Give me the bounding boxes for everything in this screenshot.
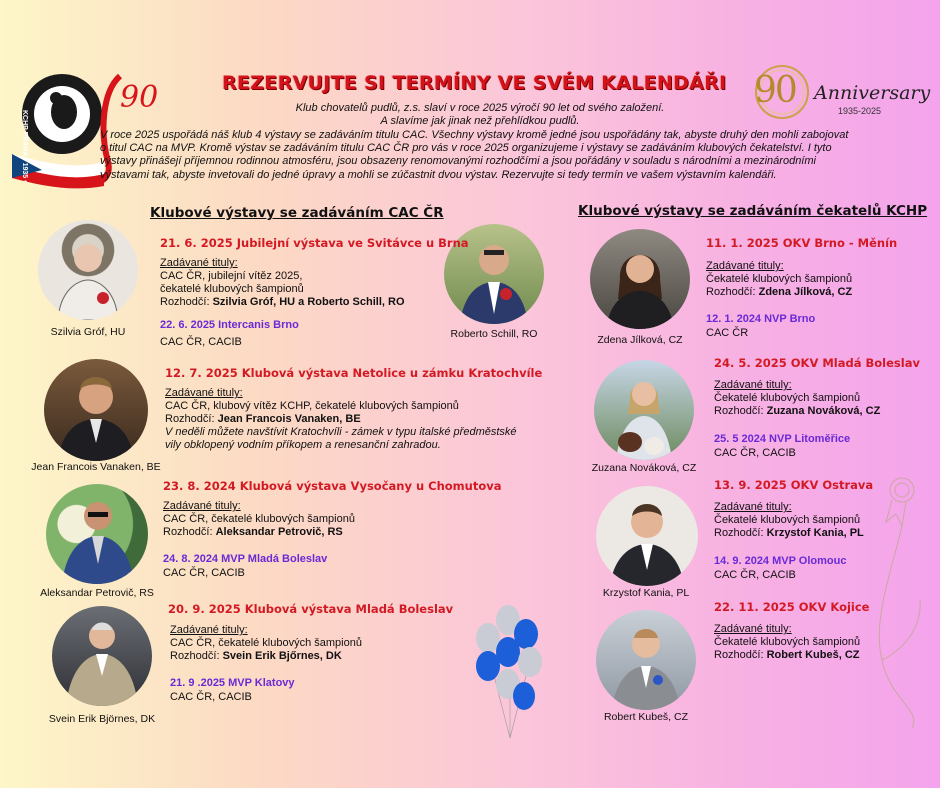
intro-paragraph: [100, 129, 900, 182]
event-title: 11. 1. 2025 OKV Brno - Měnín: [706, 236, 898, 250]
judge-caption: Krzystof Kania, PL: [602, 587, 690, 599]
event-note: V neděli můžete navštívit Kratochvíli - zámek v typu italské předměstské: [165, 426, 517, 438]
titles-label: Zadávané tituly:: [714, 501, 792, 513]
anniversary-logo: [748, 64, 938, 124]
judge-caption: Robert Kubeš, CZ: [603, 711, 689, 723]
event-title: 24. 5. 2025 OKV Mladá Boleslav: [714, 356, 920, 370]
judge-caption: Roberto Schill, RO: [450, 328, 538, 340]
judge-name: Svein Erik Bjőrnes, DK: [222, 650, 342, 662]
titles-line: CAC ČR, čekatelé klubových šampionů: [163, 513, 355, 525]
titles-line: Čekatelé klubových šampionů: [714, 514, 861, 526]
event-details: [706, 260, 852, 299]
judge-line: Rozhodčí: Krzystof Kania, PL: [714, 527, 864, 539]
intro-para-line: o titul CAC na MVP. Kromě výstav se zadáváním titulu CAC ČR pro vás v roce 2025 organizujeme i výstavy se zadáváním klubových čekatelství. I tyto: [100, 142, 832, 155]
judge-caption: Aleksandar Petrovič, RS: [40, 587, 154, 599]
logo-text: KCHP PRAHA • 1935 •: [21, 110, 28, 183]
titles-line: Čekatelé klubových šampionů: [706, 273, 853, 285]
intro-para-line: V roce 2025 uspořádá náš klub 4 výstavy se zadáváním titulu CAC. Všechny výstavy kromě jedné jsou uspořádány tak, abyste druhý den mohli zabojovat: [100, 129, 849, 141]
secondary-show-title: 22. 6. 2025 Intercanis Brno: [160, 319, 299, 331]
secondary-show-title: 25. 5 2024 NVP Litoměřice: [714, 433, 851, 445]
judge-line: Rozhodčí: Jean Francois Vanaken, BE: [165, 413, 361, 425]
judge-caption: Svein Erik Björnes, DK: [48, 713, 156, 725]
judge-photo-jean-francois: [44, 359, 148, 461]
judge-caption: Zuzana Nováková, CZ: [591, 462, 697, 474]
titles-label: Zadávané tituly:: [163, 500, 241, 512]
titles-label: Zadávané tituly:: [714, 623, 792, 635]
titles-line: CAC ČR, čekatelé klubových šampionů: [170, 637, 362, 649]
event-title: 13. 9. 2025 OKV Ostrava: [714, 478, 874, 492]
intro-line-2: A slavíme jak jinak než přehlídkou pudlů.: [380, 115, 580, 127]
secondary-show-titles: CAC ČR, CACIB: [714, 569, 796, 581]
titles-label: Zadávané tituly:: [714, 379, 792, 391]
judge-photo-szilvia: [38, 220, 138, 320]
titles-label: Zadávané tituly:: [706, 260, 784, 272]
secondary-show-title: 12. 1. 2024 NVP Brno: [706, 313, 816, 325]
judge-line: Rozhodčí: Szilvia Gróf, HU a Roberto Schill, RO: [160, 296, 405, 308]
judge-caption: Jean Francois Vanaken, BE: [31, 461, 161, 473]
secondary-show-titles: CAC ČR, CACIB: [163, 567, 245, 579]
judge-name: Jean Francois Vanaken, BE: [217, 413, 361, 425]
event-title: 12. 7. 2025 Klubová výstava Netolice u zámku Kratochvíle: [165, 366, 543, 380]
judge-photo-robert: [596, 610, 696, 710]
judge-name: Aleksandar Petrovič, RS: [215, 526, 343, 538]
event-details: [170, 624, 362, 663]
anniversary-years: 1935-2025: [838, 106, 882, 116]
event-title: 21. 6. 2025 Jubilejní výstava ve Svitávce u Brna: [160, 236, 469, 250]
judge-photo-svein-erik: [52, 606, 152, 706]
event-title: 22. 11. 2025 OKV Kojice: [714, 600, 870, 614]
titles-line: Čekatelé klubových šampionů: [714, 392, 861, 404]
rosette-decoration: [862, 460, 932, 730]
judge-line: Rozhodčí: Zuzana Nováková, CZ: [714, 405, 881, 417]
judge-photo-zuzana: [594, 360, 694, 460]
balloons-image: [470, 600, 550, 740]
judge-line: Rozhodčí: Aleksandar Petrovič, RS: [163, 526, 343, 538]
event-note: vily obklopený vodním příkopem a renesanční zahradou.: [165, 439, 441, 451]
event-details: [163, 500, 355, 539]
titles-line: čekatelé klubových šampionů: [160, 283, 304, 295]
page-title: REZERVUJTE SI TERMÍNY VE SVÉM KALENDÁŘI: [222, 72, 727, 94]
judge-caption: Szilvia Gróf, HU: [50, 326, 126, 338]
titles-line: CAC ČR, klubový vítěz KCHP, čekatelé klubových šampionů: [165, 400, 459, 412]
event-details: [165, 387, 517, 452]
judge-line: Rozhodčí: Zdena Jílková, CZ: [706, 286, 853, 298]
judge-name: Robert Kubeš, CZ: [766, 649, 860, 661]
right-section-heading: Klubové výstavy se zadáváním čekatelů KCHP: [578, 203, 928, 219]
intro-headline: [260, 102, 700, 128]
event-details: [714, 379, 880, 418]
judge-line: Rozhodčí: Robert Kubeš, CZ: [714, 649, 860, 661]
secondary-show-titles: CAC ČR: [706, 327, 749, 339]
titles-label: Zadávané tituly:: [160, 257, 238, 269]
secondary-show-title: 14. 9. 2024 MVP Olomouc: [714, 555, 847, 567]
judge-line: Rozhodčí: Svein Erik Bjőrnes, DK: [170, 650, 342, 662]
event-details: [714, 623, 860, 662]
judge-name: Krzystof Kania, PL: [766, 527, 864, 539]
intro-line-1: Klub chovatelů pudlů, z.s. slaví v roce 2025 výročí 90 let od svého založení.: [295, 102, 665, 114]
anniversary-word: Anniversary: [814, 82, 931, 104]
secondary-show-title: 24. 8. 2024 MVP Mladá Boleslav: [163, 553, 328, 565]
intro-para-line: výstavy přinášejí příjemnou rodinnou atmosféru, jsou obsazeny renomovanými rozhodčími a jsou pořádány v souladu s národními a mezinárodními: [100, 155, 816, 168]
judge-caption: Zdena Jílková, CZ: [597, 334, 683, 346]
secondary-show-title: 21. 9 .2025 MVP Klatovy: [170, 677, 295, 689]
judge-name: Szilvia Gróf, HU a Roberto Schill, RO: [212, 296, 405, 308]
judge-name: Zdena Jílková, CZ: [758, 286, 853, 298]
event-details: [714, 501, 864, 540]
event-title: 23. 8. 2024 Klubová výstava Vysočany u Chomutova: [163, 479, 502, 493]
intro-para-line: výstavami tak, abyste invetovali do jedné úpravy a mohli se zúčastnit dvou výstav. Rezervujte si tedy termín ve vašem výstavním kalendáři.: [100, 168, 777, 181]
secondary-show-titles: CAC ČR, CACIB: [170, 691, 252, 703]
event-title: 20. 9. 2025 Klubová výstava Mladá Boleslav: [168, 602, 454, 616]
judge-photo-zdena: [590, 229, 690, 329]
titles-label: Zadávané tituly:: [170, 624, 248, 636]
judge-name: Zuzana Nováková, CZ: [766, 405, 881, 417]
judge-photo-krzystof: [596, 486, 698, 586]
anniversary-number: 90: [754, 70, 796, 111]
left-section-heading: Klubové výstavy se zadáváním CAC ČR: [150, 205, 444, 221]
event-details: [160, 257, 405, 309]
titles-line: Čekatelé klubových šampionů: [714, 636, 861, 648]
secondary-show-titles: CAC ČR, CACIB: [160, 336, 242, 348]
judge-photo-aleksandar: [46, 484, 148, 584]
titles-label: Zadávané tituly:: [165, 387, 243, 399]
titles-line: CAC ČR, jubilejní vítěz 2025,: [160, 270, 303, 282]
logo-number-90: 90: [120, 80, 159, 115]
secondary-show-titles: CAC ČR, CACIB: [714, 447, 796, 459]
